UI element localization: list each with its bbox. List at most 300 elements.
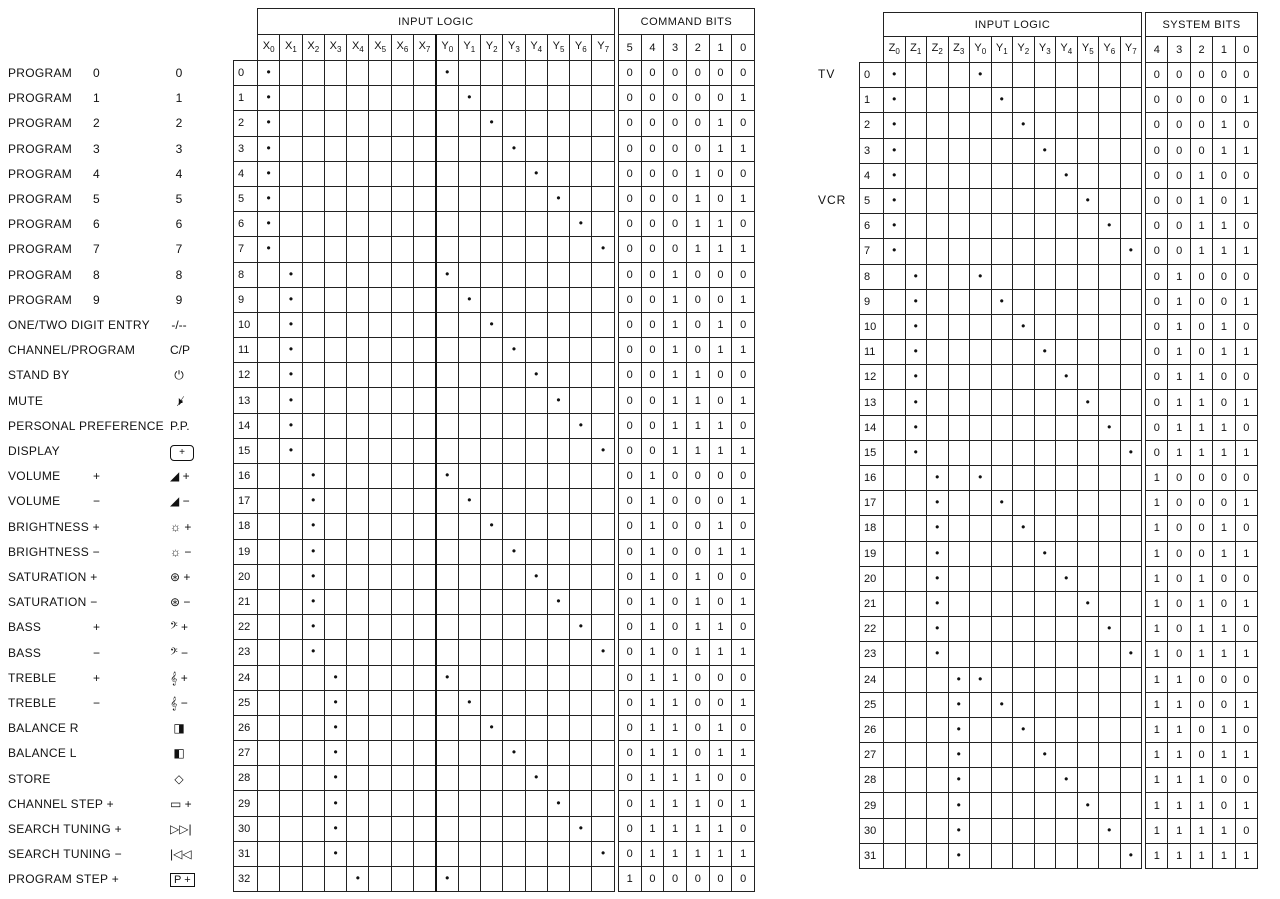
y-cell: [458, 615, 480, 640]
dot-marker: •: [311, 493, 316, 508]
x-cell: [369, 615, 391, 640]
y-cell: [1099, 541, 1121, 566]
row-number: 1: [234, 86, 258, 111]
y-cell: [592, 514, 614, 539]
column-header: $Y_6$: [1103, 42, 1116, 57]
command-label: [8, 797, 114, 811]
row-number: 8: [234, 262, 258, 287]
command-symbol: [170, 822, 220, 836]
bit-cell: 0: [1213, 163, 1235, 188]
dot-marker: •: [956, 747, 961, 762]
z-cell: [905, 717, 927, 742]
dot-marker: •: [333, 845, 338, 860]
bit-cell: 0: [618, 665, 641, 690]
y-cell: [1120, 88, 1142, 113]
y-cell: [1120, 466, 1142, 491]
x-cell: [280, 589, 302, 614]
y-cell: [525, 413, 547, 438]
x-cell: [280, 438, 302, 463]
bit-cell: 0: [1168, 491, 1190, 516]
x-cell: [280, 212, 302, 237]
z-cell: [948, 440, 970, 465]
command-name: SATURATION −: [8, 595, 98, 610]
command-label: [8, 847, 122, 861]
x-cell: [302, 136, 324, 161]
y-cell: [525, 287, 547, 312]
z-cell: [884, 239, 906, 264]
y-cell: [970, 768, 992, 793]
y-cell: [480, 589, 502, 614]
y-cell: [436, 690, 458, 715]
x-cell: [391, 514, 413, 539]
bit-cell: 1: [732, 136, 755, 161]
bit-cell: 1: [686, 640, 709, 665]
command-label: [8, 721, 79, 735]
bit-cell: 0: [1213, 667, 1235, 692]
dot-marker: •: [534, 165, 539, 180]
bit-cell: 0: [709, 262, 732, 287]
y-cell: [503, 338, 525, 363]
x-cell: [414, 86, 436, 111]
row-number: 22: [234, 615, 258, 640]
bit-cell: 0: [641, 867, 664, 892]
bit-cell: 1: [732, 438, 755, 463]
bit-cell: 0: [664, 464, 687, 489]
y-cell: [436, 489, 458, 514]
x-cell: [258, 665, 280, 690]
bit-cell: 1: [732, 741, 755, 766]
symbol-glyph: -/--: [171, 318, 187, 332]
bit-cell: 0: [618, 816, 641, 841]
y-cell: [1099, 163, 1121, 188]
bit-cell: 0: [618, 690, 641, 715]
y-cell: [991, 314, 1013, 339]
bit-cell: 1: [1235, 340, 1257, 365]
command-symbol: [170, 167, 220, 181]
dot-marker: •: [311, 594, 316, 609]
bit-cell: 0: [1190, 113, 1212, 138]
z-cell: [884, 667, 906, 692]
row-number: 2: [860, 113, 884, 138]
bit-cell: 0: [664, 161, 687, 186]
row-number: 1: [860, 88, 884, 113]
command-name: MUTE: [8, 393, 44, 408]
y-cell: [503, 161, 525, 186]
x-cell: [347, 363, 369, 388]
x-cell: [347, 589, 369, 614]
y-cell: [1120, 491, 1142, 516]
x-cell: [324, 338, 346, 363]
command-label: [8, 91, 100, 106]
command-name: VOLUME: [8, 469, 61, 484]
x-cell: [258, 388, 280, 413]
bit-cell: 0: [618, 86, 641, 111]
bit-cell: 1: [1168, 667, 1190, 692]
column-header: $Y_4$: [530, 40, 543, 55]
bit-cell: 0: [618, 514, 641, 539]
x-cell: [324, 111, 346, 136]
y-cell: [503, 237, 525, 262]
y-cell: [570, 438, 592, 463]
table-row: [234, 867, 755, 892]
y-cell: [592, 640, 614, 665]
dot-marker: •: [288, 367, 294, 382]
z-cell: [927, 617, 949, 642]
bit-cell: 0: [641, 186, 664, 211]
y-cell: [1077, 415, 1099, 440]
z-cell: [905, 188, 927, 213]
bit-cell: 0: [732, 564, 755, 589]
x-cell: [302, 715, 324, 740]
bit-cell: 0: [664, 111, 687, 136]
dot-marker: •: [355, 871, 360, 886]
row-number: 12: [860, 365, 884, 390]
x-cell: [302, 464, 324, 489]
command-name: SEARCH TUNING −: [8, 847, 122, 862]
bit-cell: 1: [1146, 818, 1168, 843]
command-label: [8, 192, 100, 206]
y-cell: [592, 136, 614, 161]
x-cell: [369, 867, 391, 892]
bit-cell: 1: [709, 212, 732, 237]
command-symbol: [170, 520, 220, 534]
dot-marker: •: [467, 291, 472, 306]
y-cell: [1077, 692, 1099, 717]
z-cell: [905, 239, 927, 264]
dot-marker: •: [467, 493, 472, 508]
bit-cell: 0: [1146, 289, 1168, 314]
dot-marker: •: [511, 140, 517, 155]
x-cell: [369, 363, 391, 388]
x-cell: [302, 741, 324, 766]
y-cell: [480, 715, 502, 740]
y-cell: [480, 413, 502, 438]
command-name: BALANCE L: [8, 746, 77, 761]
y-cell: [503, 539, 525, 564]
bit-cell: 0: [1213, 466, 1235, 491]
row-number: 4: [234, 161, 258, 186]
bit-cell: 0: [641, 363, 664, 388]
bit-cell: 0: [1146, 314, 1168, 339]
x-cell: [369, 338, 391, 363]
x-cell: [347, 741, 369, 766]
table-row: [860, 591, 1258, 616]
table-row: [234, 237, 755, 262]
y-cell: [1013, 466, 1035, 491]
x-cell: [414, 539, 436, 564]
y-cell: [991, 188, 1013, 213]
y-cell: [1077, 365, 1099, 390]
x-cell: [302, 161, 324, 186]
x-cell: [302, 61, 324, 86]
y-cell: [547, 413, 569, 438]
column-header: $Y_6$: [574, 40, 587, 55]
bit-cell: 0: [664, 867, 687, 892]
y-cell: [970, 541, 992, 566]
dot-marker: •: [1064, 570, 1069, 585]
device-label: VCR: [818, 193, 847, 207]
bit-cell: 0: [1146, 214, 1168, 239]
bit-cell: 1: [618, 867, 641, 892]
dot-marker: •: [956, 696, 961, 711]
dot-marker: •: [913, 318, 918, 333]
dot-marker: •: [556, 191, 561, 206]
command-number: 5: [93, 192, 100, 206]
bit-cell: 1: [686, 413, 709, 438]
y-header: [1056, 37, 1078, 63]
x-cell: [324, 640, 346, 665]
z-cell: [884, 717, 906, 742]
command-label: [8, 444, 60, 458]
bit-cell: 1: [1168, 415, 1190, 440]
bit-cell: 0: [709, 388, 732, 413]
y-cell: [1034, 717, 1056, 742]
bit-cell: 1: [1190, 768, 1212, 793]
table-row: [234, 61, 755, 86]
z-cell: [905, 138, 927, 163]
command-symbol: [170, 494, 220, 508]
bit-cell: 1: [1190, 239, 1212, 264]
bit-cell: 0: [618, 212, 641, 237]
y-cell: [970, 642, 992, 667]
y-cell: [1077, 591, 1099, 616]
y-cell: [525, 363, 547, 388]
bit-cell: 1: [1235, 138, 1257, 163]
y-cell: [503, 111, 525, 136]
y-cell: [592, 212, 614, 237]
bit-cell: 1: [1146, 617, 1168, 642]
x-cell: [280, 489, 302, 514]
y-cell: [991, 516, 1013, 541]
bit-cell: 0: [1213, 365, 1235, 390]
y-cell: [1056, 793, 1078, 818]
y-cell: [525, 640, 547, 665]
y-cell: [458, 514, 480, 539]
y-cell: [1056, 617, 1078, 642]
x-cell: [369, 212, 391, 237]
y-cell: [1013, 516, 1035, 541]
bit-cell: 0: [1213, 63, 1235, 88]
x-cell: [414, 161, 436, 186]
x-cell: [347, 338, 369, 363]
y-cell: [1099, 264, 1121, 289]
y-cell: [525, 741, 547, 766]
y-cell: [1099, 591, 1121, 616]
y-cell: [1056, 491, 1078, 516]
y-cell: [1056, 466, 1078, 491]
y-cell: [547, 388, 569, 413]
x-cell: [280, 791, 302, 816]
dot-marker: •: [578, 417, 583, 432]
y-cell: [592, 539, 614, 564]
y-cell: [480, 489, 502, 514]
z-cell: [927, 768, 949, 793]
dot-marker: •: [534, 568, 539, 583]
x-cell: [347, 438, 369, 463]
bit-cell: 1: [1235, 793, 1257, 818]
y-cell: [1034, 566, 1056, 591]
row-number: 5: [860, 188, 884, 213]
y-cell: [570, 262, 592, 287]
bit-cell: 0: [1146, 365, 1168, 390]
bit-header: 0: [1235, 37, 1257, 63]
y-cell: [436, 212, 458, 237]
y-cell: [592, 816, 614, 841]
y-cell: [570, 715, 592, 740]
bit-cell: 0: [732, 312, 755, 337]
command-symbol: [170, 217, 220, 231]
bit-cell: 0: [1168, 516, 1190, 541]
y-cell: [436, 161, 458, 186]
z-cell: [905, 843, 927, 868]
bit-cell: 0: [1146, 138, 1168, 163]
y-cell: [480, 867, 502, 892]
dot-marker: •: [445, 669, 450, 684]
column-header: $Y_1$: [995, 42, 1008, 57]
y-cell: [1034, 239, 1056, 264]
bit-cell: 0: [1190, 491, 1212, 516]
z-cell: [905, 314, 927, 339]
x-cell: [414, 413, 436, 438]
z-cell: [905, 88, 927, 113]
bit-cell: 0: [1235, 516, 1257, 541]
y-cell: [991, 163, 1013, 188]
z-cell: [948, 667, 970, 692]
bit-cell: 1: [664, 841, 687, 866]
bit-cell: 0: [1235, 717, 1257, 742]
bit-cell: 0: [686, 312, 709, 337]
symbol-glyph: C/P: [170, 343, 191, 358]
command-name: SEARCH TUNING +: [8, 822, 122, 836]
y-cell: [991, 591, 1013, 616]
table-row: [234, 514, 755, 539]
y-cell: [1120, 264, 1142, 289]
bit-cell: 0: [1168, 617, 1190, 642]
y-cell: [1056, 541, 1078, 566]
command-table: [233, 8, 755, 892]
y-cell: [970, 491, 992, 516]
bit-cell: 1: [1235, 642, 1257, 667]
x-cell: [347, 766, 369, 791]
command-symbol: [170, 797, 220, 811]
bit-cell: 0: [686, 86, 709, 111]
x-header: [414, 35, 436, 61]
y-cell: [1034, 390, 1056, 415]
bit-cell: 0: [1190, 692, 1212, 717]
y-cell: [1120, 289, 1142, 314]
y-cell: [458, 489, 480, 514]
row-number: 24: [860, 667, 884, 692]
x-cell: [302, 338, 324, 363]
y-cell: [436, 86, 458, 111]
y-cell: [1120, 390, 1142, 415]
y-cell: [547, 841, 569, 866]
y-cell: [1120, 440, 1142, 465]
column-header: $Y_0$: [441, 40, 454, 55]
y-cell: [436, 363, 458, 388]
bit-cell: 1: [1213, 818, 1235, 843]
x-cell: [324, 514, 346, 539]
bit-cell: 0: [709, 766, 732, 791]
bit-cell: 0: [732, 665, 755, 690]
bit-cell: 1: [1168, 793, 1190, 818]
bit-cell: 0: [664, 640, 687, 665]
x-cell: [324, 589, 346, 614]
y-cell: [991, 239, 1013, 264]
y-cell: [1013, 138, 1035, 163]
y-cell: [525, 665, 547, 690]
y-header: [592, 35, 614, 61]
bit-cell: 1: [1235, 88, 1257, 113]
y-cell: [503, 136, 525, 161]
bit-cell: 0: [664, 212, 687, 237]
dot-marker: •: [266, 216, 271, 231]
command-label: [8, 141, 100, 156]
bit-cell: 1: [1146, 743, 1168, 768]
x-cell: [280, 388, 302, 413]
y-cell: [1056, 188, 1078, 213]
y-cell: [991, 88, 1013, 113]
table-row: [860, 516, 1258, 541]
x-cell: [369, 489, 391, 514]
bit-cell: 0: [732, 262, 755, 287]
y-cell: [436, 464, 458, 489]
bit-cell: 1: [686, 363, 709, 388]
x-cell: [414, 136, 436, 161]
symbol-glyph: 𝄞 −: [170, 696, 188, 710]
y-cell: [592, 363, 614, 388]
z-cell: [927, 491, 949, 516]
y-cell: [970, 818, 992, 843]
bit-cell: 0: [1190, 340, 1212, 365]
z-cell: [948, 113, 970, 138]
z-header: [884, 37, 906, 63]
y-cell: [570, 690, 592, 715]
y-cell: [592, 615, 614, 640]
y-cell: [436, 111, 458, 136]
system-table: [859, 12, 1258, 869]
y-header: [991, 37, 1013, 63]
y-cell: [436, 388, 458, 413]
x-cell: [324, 816, 346, 841]
row-number: 5: [234, 186, 258, 211]
command-name: SATURATION +: [8, 570, 98, 584]
z-cell: [884, 113, 906, 138]
row-number: 3: [860, 138, 884, 163]
bit-cell: 0: [664, 86, 687, 111]
x-cell: [391, 61, 413, 86]
z-cell: [884, 642, 906, 667]
x-cell: [391, 539, 413, 564]
y-cell: [436, 312, 458, 337]
y-cell: [1034, 818, 1056, 843]
bit-cell: 1: [664, 715, 687, 740]
bit-cell: 0: [1235, 314, 1257, 339]
x-cell: [258, 111, 280, 136]
symbol-glyph: ◧: [173, 746, 185, 761]
bit-cell: 0: [664, 489, 687, 514]
table-row: [234, 363, 755, 388]
x-cell: [414, 564, 436, 589]
x-cell: [369, 438, 391, 463]
command-name: DISPLAY: [8, 444, 60, 458]
y-cell: [991, 743, 1013, 768]
bit-cell: 0: [1213, 793, 1235, 818]
x-cell: [414, 615, 436, 640]
command-number: 3: [93, 141, 100, 156]
y-cell: [1056, 516, 1078, 541]
table-row: [234, 262, 755, 287]
